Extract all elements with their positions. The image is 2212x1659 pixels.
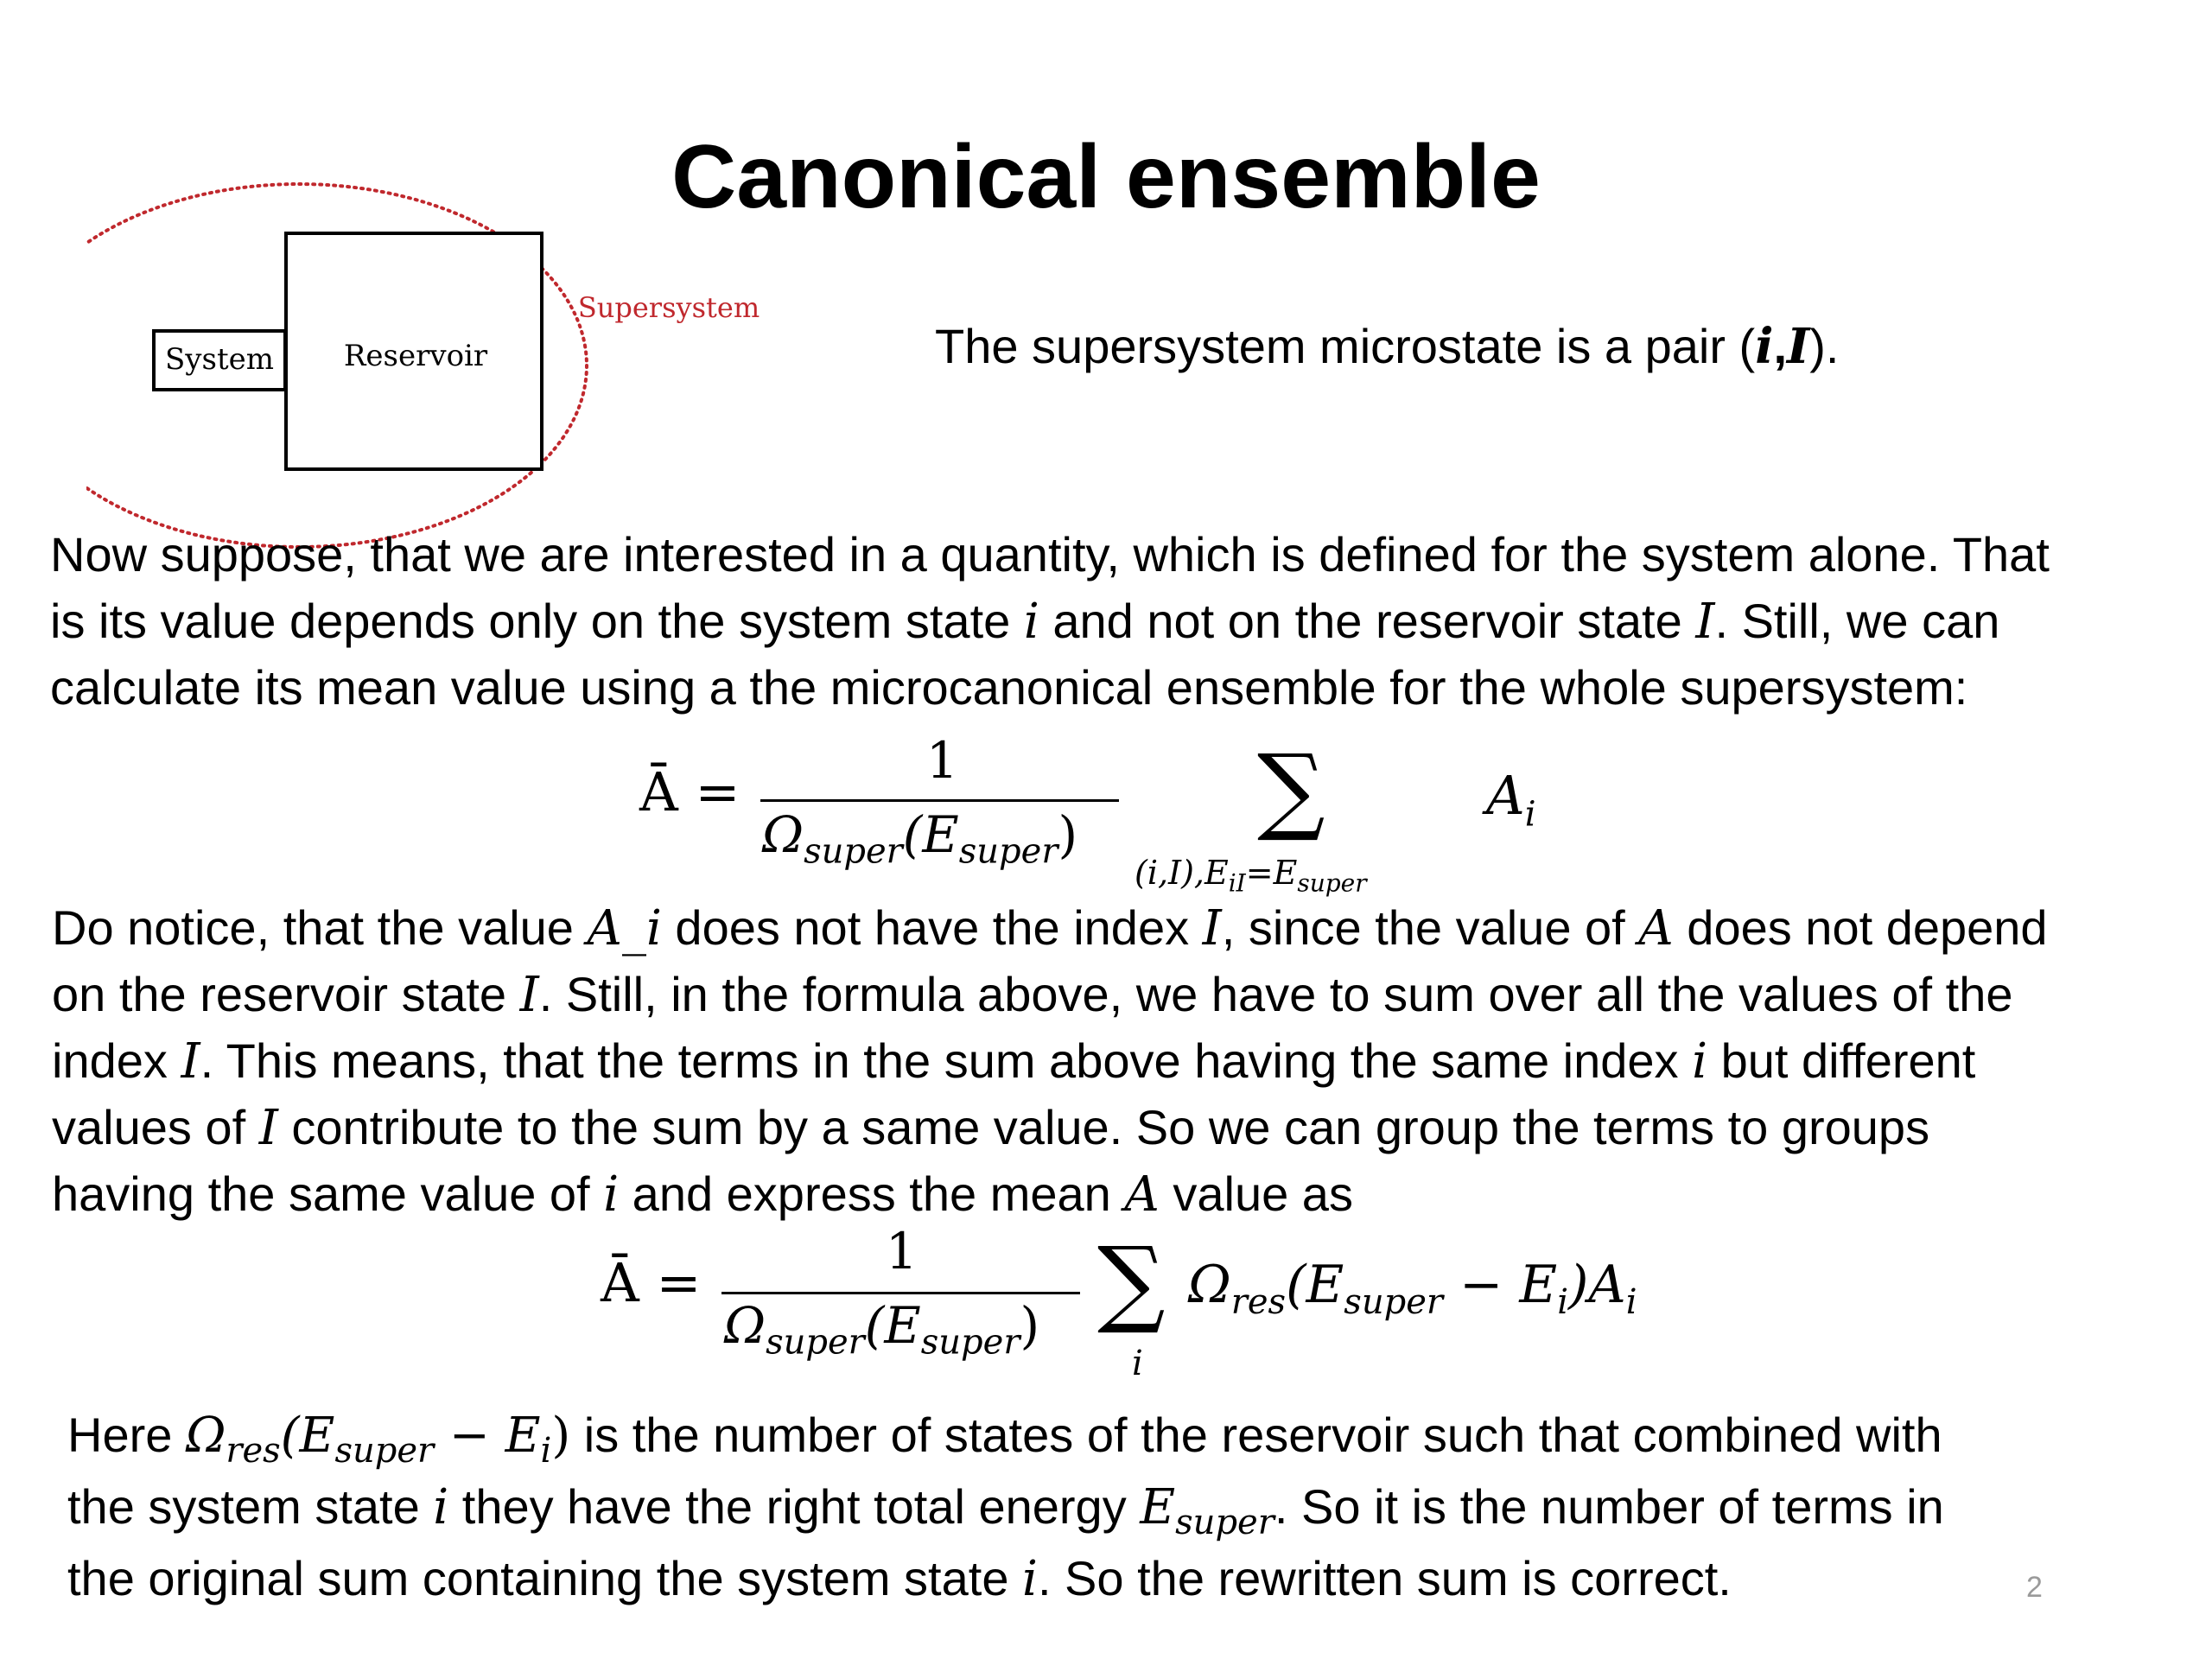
paragraph-1-line-1: Now suppose, that we are interested in a quantity, which is defined for the system alone. That	[50, 527, 2050, 582]
eq1-summand: $A_i$	[1486, 764, 1536, 835]
paragraph-2-line-1: Do notice, that the value A_i does not have the index I, since the value of A does not depend	[52, 900, 2048, 957]
paragraph-3-line-2: the system state i they have the right total energy $E_{super}$. So it is the number of terms in	[67, 1479, 1944, 1543]
paragraph-2-line-2: on the reservoir state I. Still, in the formula above, we have to sum over all the values of the	[52, 967, 2013, 1023]
slide-title: Canonical ensemble	[671, 127, 1541, 227]
paragraph-2-line-4: values of I contribute to the sum by a same value. So we can group the terms to groups	[52, 1100, 1930, 1156]
supersystem-label: Supersystem	[577, 291, 760, 324]
paragraph-2-line-5: having the same value of i and express the mean A value as	[52, 1166, 1353, 1223]
paragraph-3-line-1: Here $\Omega_{res}(E_{super} - E_i)$ is the number of states of the reservoir such that combined with	[67, 1408, 1942, 1471]
slide-number: 2	[2026, 1571, 2043, 1604]
reservoir-label: Reservoir	[343, 339, 488, 373]
paragraph-3-line-3: the original sum containing the system state i. So the rewritten sum is correct.	[67, 1551, 1732, 1607]
eq2-sum-symbol: ∑	[1097, 1226, 1166, 1337]
eq1-sum-symbol: ∑	[1257, 734, 1325, 844]
eq2-sum-index: i	[1132, 1344, 1143, 1383]
paragraph-2-line-3: index I. This means, that the terms in the sum above having the same index i but different	[52, 1033, 1976, 1090]
eq2-numerator: 1	[886, 1222, 918, 1281]
paragraph-1-line-3: calculate its mean value using a the microcanonical ensemble for the whole supersystem:	[50, 660, 1968, 715]
system-label: System	[165, 342, 274, 377]
eq2-summand: $\Omega_{res}(E_{super} - E_i)A_i$	[1188, 1255, 1637, 1322]
eq2-lhs: Ā =	[601, 1251, 702, 1314]
eq2-denominator: $\Omega_{super}(E_{super})$	[724, 1296, 1040, 1363]
eq1-lhs: Ā =	[639, 760, 741, 823]
eq2-fraction-bar	[721, 1292, 1080, 1294]
eq1-sum-index: $(i,I),E_{iI}=E_{super}$	[1135, 854, 1367, 898]
eq1-numerator: 1	[926, 731, 958, 790]
paragraph-1-line-2: is its value depends only on the system state i and not on the reservoir state I. Still, we can	[50, 594, 2000, 650]
microstate-statement: The supersystem microstate is a pair (i,I).	[935, 318, 1840, 375]
supersystem-diagram	[86, 181, 881, 562]
eq1-denominator: $\Omega_{super}(E_{super})$	[762, 805, 1078, 872]
eq1-fraction-bar	[760, 799, 1119, 802]
